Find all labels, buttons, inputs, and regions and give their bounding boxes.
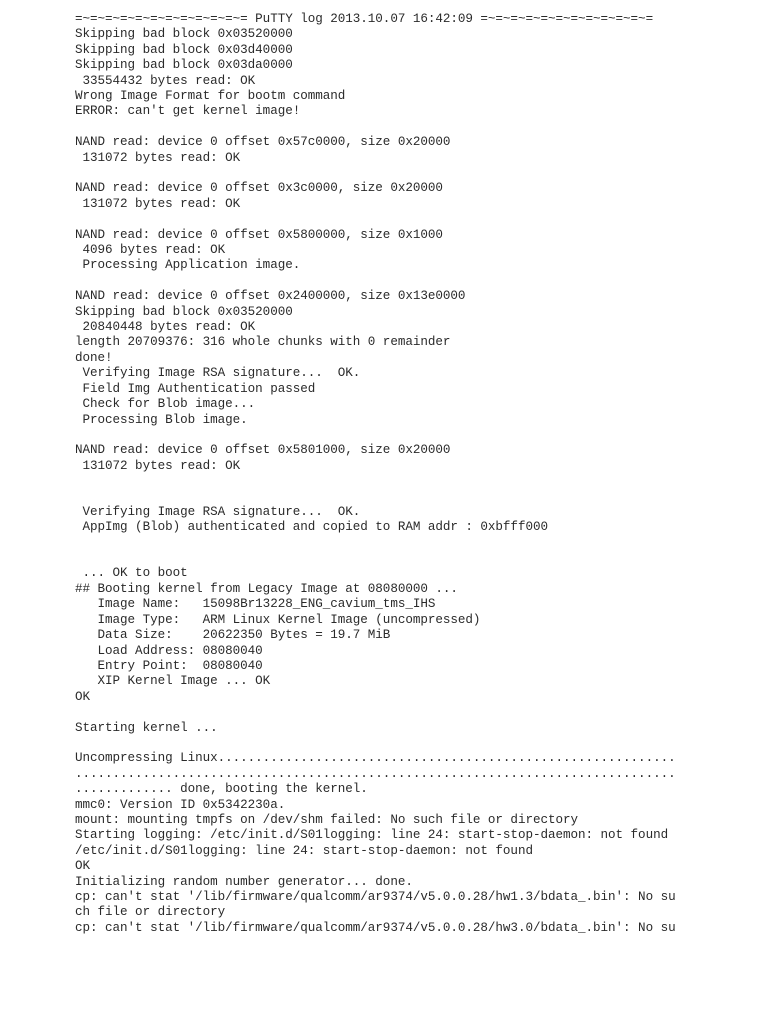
log-line: Processing Application image.: [75, 258, 301, 273]
log-line: cp: can't stat '/lib/firmware/qualcomm/ar9374/v5.0.0.28/hw3.0/bdata_.bin': No su: [75, 920, 676, 935]
log-line: NAND read: device 0 offset 0x3c0000, size 0x20000: [75, 181, 443, 196]
log-line: AppImg (Blob) authenticated and copied to RAM addr : 0xbfff000: [75, 520, 548, 535]
log-line: Skipping bad block 0x03d40000: [75, 42, 293, 57]
log-line: [75, 536, 755, 551]
log-line: Wrong Image Format for bootm command: [75, 89, 346, 104]
log-line: Image Type: ARM Linux Kernel Image (uncompressed): [75, 612, 481, 627]
log-line: /etc/init.d/S01logging: line 24: start-stop-daemon: not found: [75, 843, 533, 858]
log-line: OK: [75, 689, 91, 704]
log-line: [75, 474, 755, 489]
log-line: Initializing random number generator... done.: [75, 874, 413, 889]
log-line: [75, 551, 755, 566]
log-line: 33554432 bytes read: OK: [75, 73, 256, 88]
log-line: [75, 120, 755, 135]
log-line: NAND read: device 0 offset 0x57c0000, size 0x20000: [75, 135, 451, 150]
log-line: 4096 bytes read: OK: [75, 243, 226, 258]
log-line: done!: [75, 350, 113, 365]
log-line: =~=~=~=~=~=~=~=~=~=~=~= PuTTY log 2013.10.07 16:42:09 =~=~=~=~=~=~=~=~=~=~=~=: [75, 12, 654, 26]
log-line: Starting logging: /etc/init.d/S01logging: line 24: start-stop-daemon: not found: [75, 828, 669, 843]
log-line: ............. done, booting the kernel.: [75, 782, 368, 797]
log-line: 20840448 bytes read: OK: [75, 320, 256, 335]
log-line: ... OK to boot: [75, 566, 188, 581]
log-line: Image Name: 15098Br13228_ENG_cavium_tms_IHS: [75, 597, 436, 612]
log-line: Verifying Image RSA signature... OK.: [75, 366, 361, 381]
log-line: 131072 bytes read: OK: [75, 458, 241, 473]
log-line: NAND read: device 0 offset 0x5800000, size 0x1000: [75, 227, 443, 242]
log-line: [75, 736, 755, 751]
log-line: 131072 bytes read: OK: [75, 196, 241, 211]
log-line: cp: can't stat '/lib/firmware/qualcomm/ar9374/v5.0.0.28/hw1.3/bdata_.bin': No su: [75, 889, 676, 904]
log-line: Uncompressing Linux.............................................................: [75, 751, 676, 766]
log-line: Verifying Image RSA signature... OK.: [75, 504, 361, 519]
log-line: Data Size: 20622350 Bytes = 19.7 MiB: [75, 628, 391, 643]
log-line: mount: mounting tmpfs on /dev/shm failed: No such file or directory: [75, 812, 579, 827]
log-line: Load Address: 08080040: [75, 643, 263, 658]
putty-log-output: [75, 12, 755, 936]
log-line: Check for Blob image...: [75, 397, 256, 412]
log-line: [75, 705, 755, 720]
log-line: [75, 274, 755, 289]
log-line: [75, 166, 755, 181]
log-line: [75, 490, 755, 505]
log-line: NAND read: device 0 offset 0x5801000, size 0x20000: [75, 443, 451, 458]
log-line: Skipping bad block 0x03520000: [75, 304, 293, 319]
log-line: ................................................................................: [75, 766, 676, 781]
log-line: [75, 428, 755, 443]
log-line: NAND read: device 0 offset 0x2400000, size 0x13e0000: [75, 289, 466, 304]
log-line: mmc0: Version ID 0x5342230a.: [75, 797, 286, 812]
log-line: Skipping bad block 0x03da0000: [75, 58, 293, 73]
log-line: ch file or directory: [75, 905, 226, 920]
log-line: XIP Kernel Image ... OK: [75, 674, 271, 689]
log-line: Field Img Authentication passed: [75, 381, 316, 396]
log-line: Skipping bad block 0x03520000: [75, 27, 293, 42]
log-line: Starting kernel ...: [75, 720, 218, 735]
log-line: ERROR: can't get kernel image!: [75, 104, 301, 119]
log-line: [75, 212, 755, 227]
log-line: Processing Blob image.: [75, 412, 248, 427]
log-line: length 20709376: 316 whole chunks with 0 remainder: [75, 335, 451, 350]
log-line: ## Booting kernel from Legacy Image at 08080000 ...: [75, 581, 458, 596]
log-line: Entry Point: 08080040: [75, 658, 263, 673]
log-line: OK: [75, 859, 91, 874]
log-line: 131072 bytes read: OK: [75, 150, 241, 165]
